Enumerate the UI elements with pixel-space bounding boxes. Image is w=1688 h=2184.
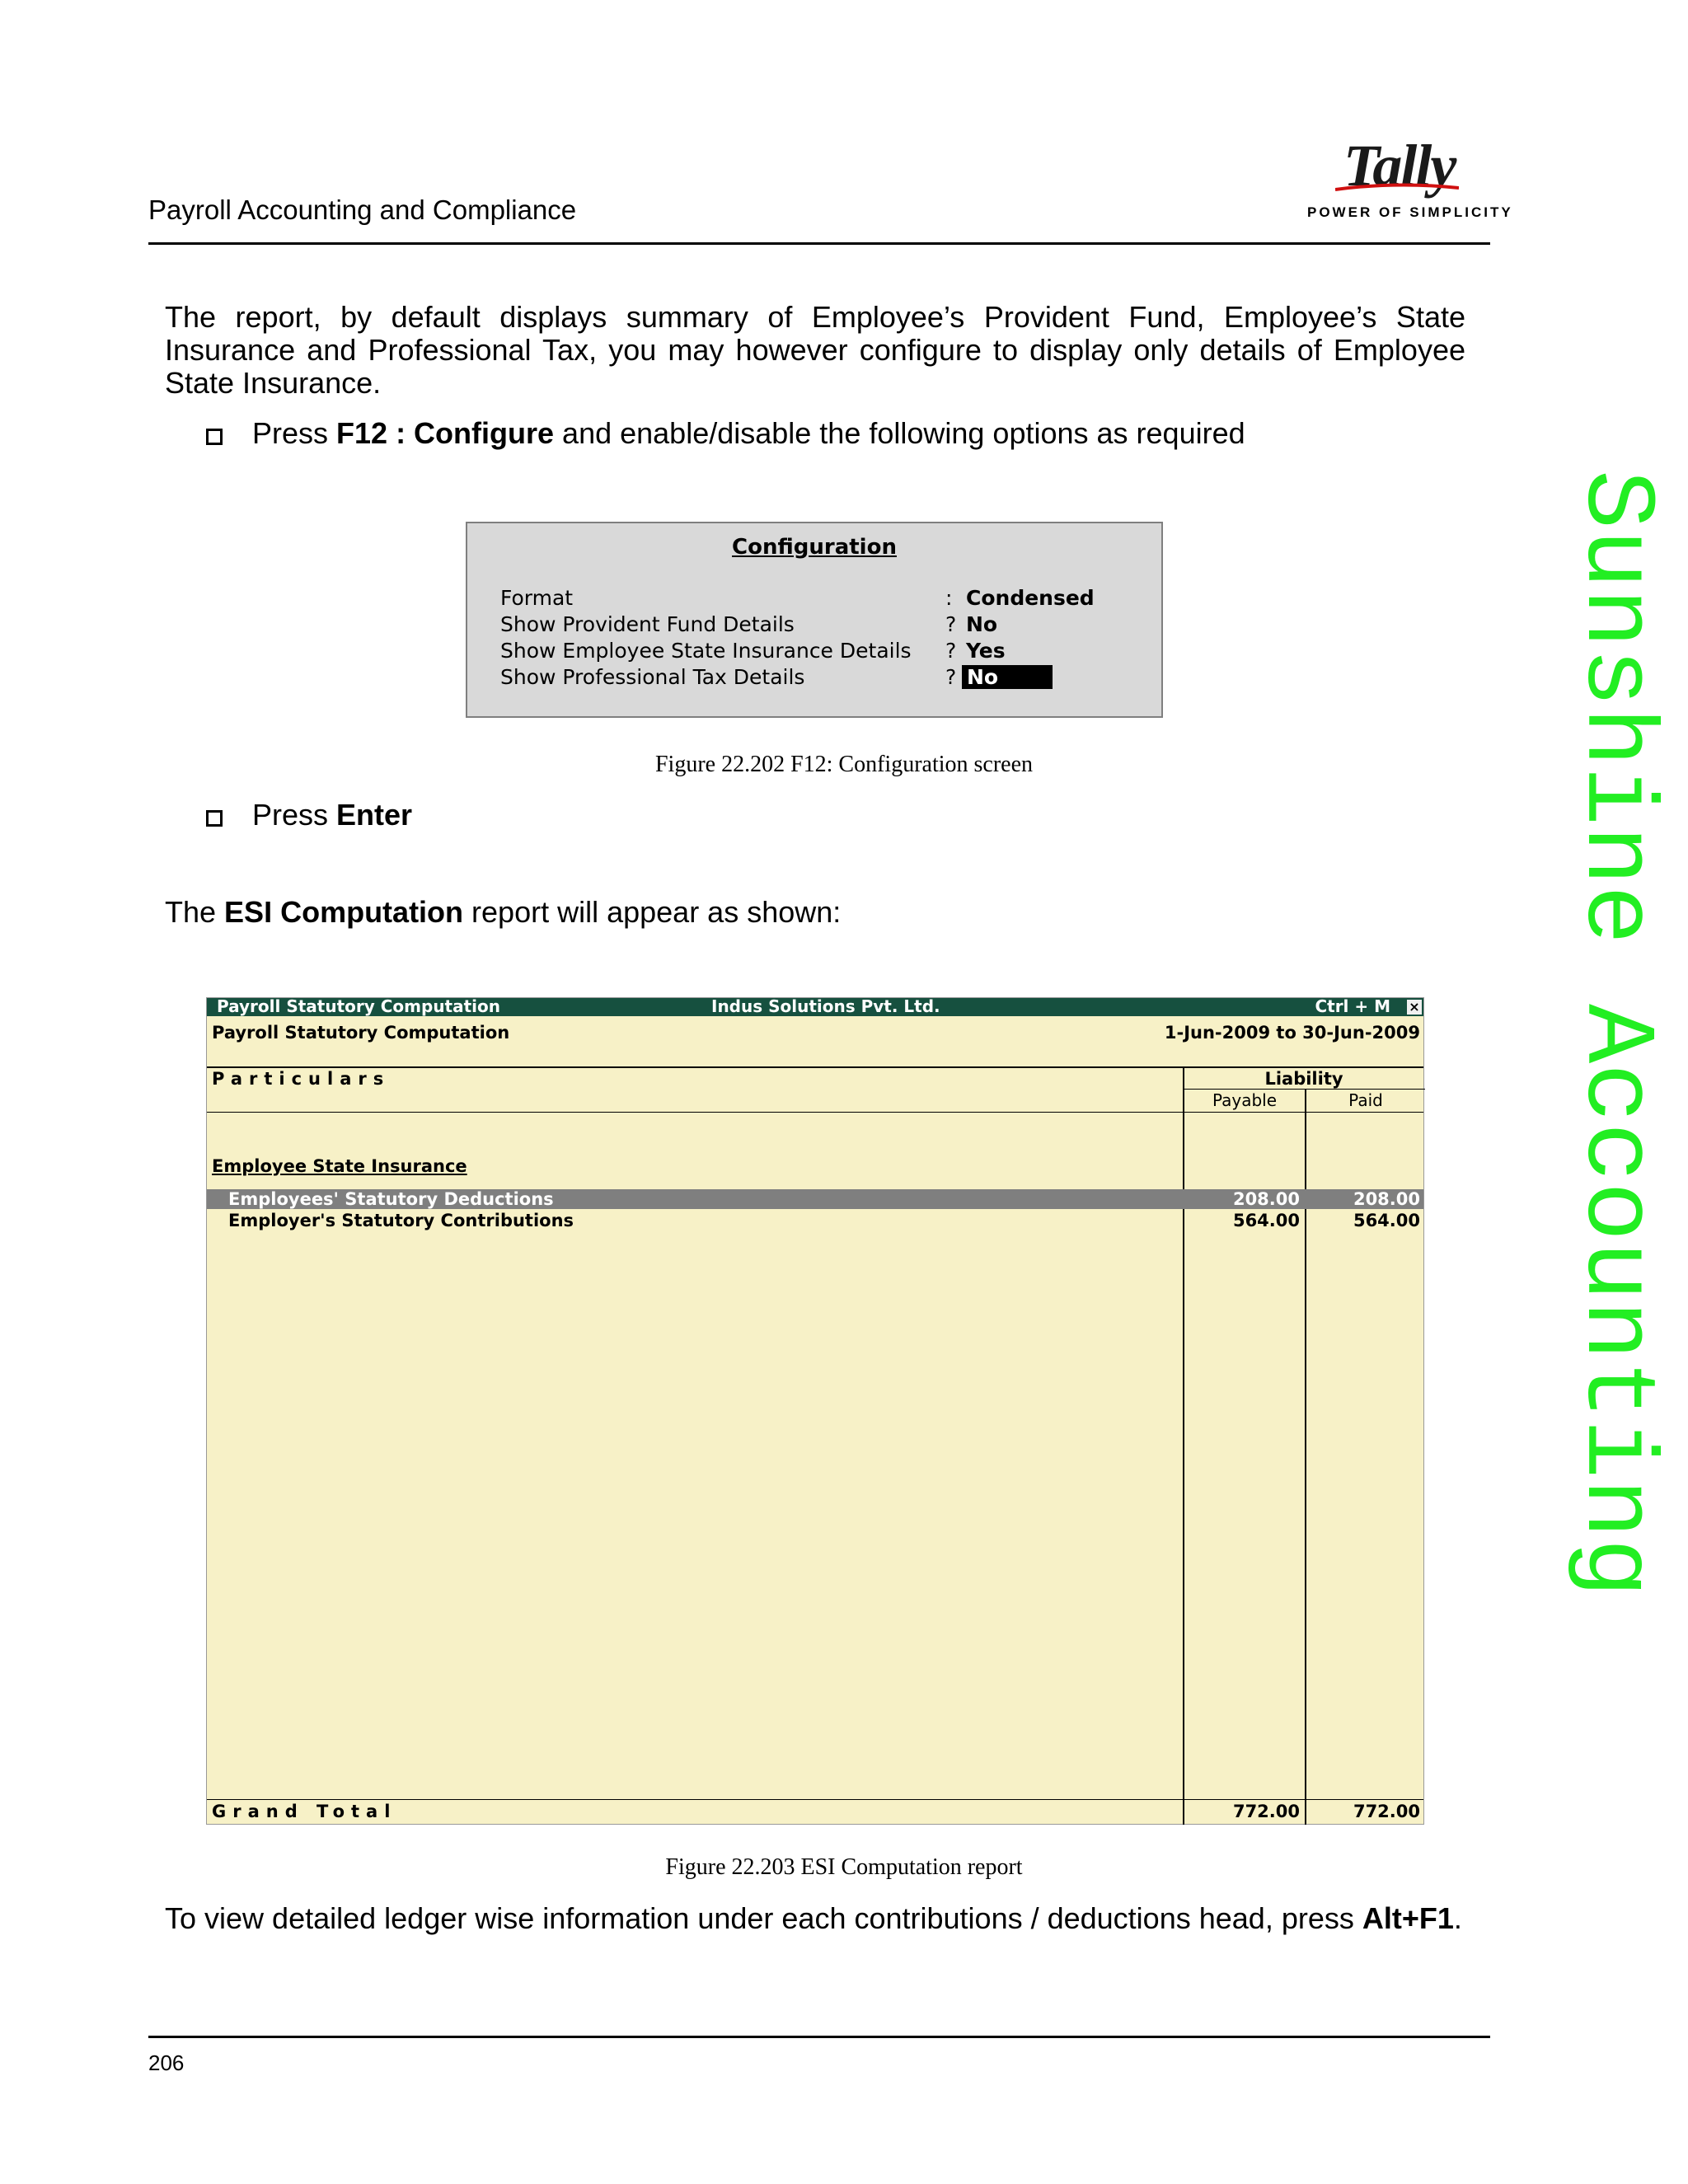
config-row-format[interactable] — [500, 586, 1143, 612]
configuration-dialog — [466, 522, 1163, 718]
bullet-configure-key: F12 : Configure — [336, 416, 555, 450]
titlebar-report-name: Payroll Statutory Computation — [217, 996, 501, 1016]
config-row-pf[interactable] — [500, 612, 1143, 639]
config-separator: ? — [945, 665, 957, 689]
col-header-particulars: Particulars — [212, 1069, 391, 1089]
row-name: Employer's Statutory Contributions — [228, 1211, 574, 1230]
config-row-esi[interactable] — [500, 639, 1143, 665]
close-icon[interactable]: × — [1407, 1000, 1422, 1015]
logo-tagline: POWER OF SIMPLICITY — [1307, 204, 1513, 220]
col-header-liability: Liability — [1264, 1069, 1343, 1089]
bullet-enter-key: Enter — [336, 798, 413, 832]
closing-end: . — [1453, 1901, 1462, 1935]
bullet-enter — [252, 798, 412, 832]
row-paid: 564.00 — [1353, 1211, 1420, 1230]
intro-paragraph: The report, by default displays summary of Employee’s Provident Fund, Employee’s State Insurance and Professional Tax, you may however configure to display only details of Employee State Insurance. — [165, 300, 1465, 400]
bullet-configure-post: and enable/disable the following options as required — [554, 416, 1245, 450]
page-header-title: Payroll Accounting and Compliance — [148, 194, 577, 225]
report-intro-post: report will appear as shown: — [463, 895, 842, 929]
config-separator: : — [945, 586, 953, 610]
esi-computation-report — [206, 997, 1424, 1825]
report-subtitle: Payroll Statutory Computation — [212, 1023, 510, 1043]
config-label: Show Professional Tax Details — [500, 665, 805, 689]
header-bottom-rule — [207, 1112, 1423, 1113]
watermark-text: Sunshine Accounting — [1559, 470, 1671, 1598]
grand-total-label: Grand Total — [212, 1802, 397, 1821]
titlebar-company: Indus Solutions Pvt. Ltd. — [711, 996, 940, 1016]
column-divider — [1183, 1066, 1184, 1825]
header-top-rule — [207, 1066, 1423, 1068]
row-payable: 564.00 — [1232, 1211, 1300, 1230]
configuration-title: Configuration — [732, 535, 897, 560]
watermark — [1559, 470, 1675, 1722]
figure-caption-report: Figure 22.203 ESI Computation report — [665, 1854, 1023, 1880]
config-label: Format — [500, 586, 574, 610]
report-intro-name: ESI Computation — [224, 895, 464, 929]
row-paid: 208.00 — [1353, 1189, 1420, 1209]
config-row-pt[interactable] — [500, 665, 1143, 691]
header-rule — [148, 242, 1490, 245]
tally-logo — [1302, 132, 1513, 231]
report-titlebar — [207, 998, 1423, 1016]
report-intro — [165, 895, 841, 930]
figure-caption-config: Figure 22.202 F12: Configuration screen — [654, 752, 1034, 777]
config-value[interactable]: No — [966, 612, 998, 636]
closing-text: To view detailed ledger wise information under each contributions / deductions head, press — [165, 1901, 1362, 1935]
group-employee-state-insurance[interactable]: Employee State Insurance — [212, 1156, 467, 1176]
logo-swoosh-icon — [1335, 183, 1459, 191]
closing-key: Alt+F1 — [1362, 1901, 1454, 1935]
closing-paragraph — [165, 1902, 1465, 1935]
logo-word: Tally — [1343, 133, 1456, 199]
row-payable: 208.00 — [1232, 1189, 1300, 1209]
grand-total-payable: 772.00 — [1232, 1802, 1300, 1821]
grand-total-paid: 772.00 — [1353, 1802, 1420, 1821]
bullet-configure — [252, 416, 1245, 451]
bullet-enter-pre: Press — [252, 798, 337, 832]
bullet-square-icon — [206, 429, 223, 445]
bullet-configure-pre: Press — [252, 416, 337, 450]
config-label: Show Employee State Insurance Details — [500, 639, 912, 663]
col-header-paid: Paid — [1348, 1090, 1383, 1110]
grand-total-rule — [207, 1799, 1423, 1800]
row-name: Employees' Statutory Deductions — [228, 1189, 554, 1209]
config-value-selected[interactable]: No — [962, 665, 1053, 689]
page-number: 206 — [148, 2050, 185, 2075]
bullet-square-icon — [206, 810, 223, 827]
titlebar-shortcut: Ctrl + M — [1315, 996, 1390, 1016]
report-intro-pre: The — [165, 895, 225, 929]
table-row[interactable] — [207, 1189, 1423, 1209]
footer-rule — [148, 2036, 1490, 2038]
config-label: Show Provident Fund Details — [500, 612, 795, 636]
config-value[interactable]: Condensed — [966, 586, 1095, 610]
report-period[interactable]: 1-Jun-2009 to 30-Jun-2009 — [1164, 1023, 1420, 1043]
col-header-payable: Payable — [1212, 1090, 1278, 1110]
table-row[interactable] — [207, 1211, 1423, 1230]
config-value[interactable]: Yes — [966, 639, 1006, 663]
config-separator: ? — [945, 639, 957, 663]
config-separator: ? — [945, 612, 957, 636]
